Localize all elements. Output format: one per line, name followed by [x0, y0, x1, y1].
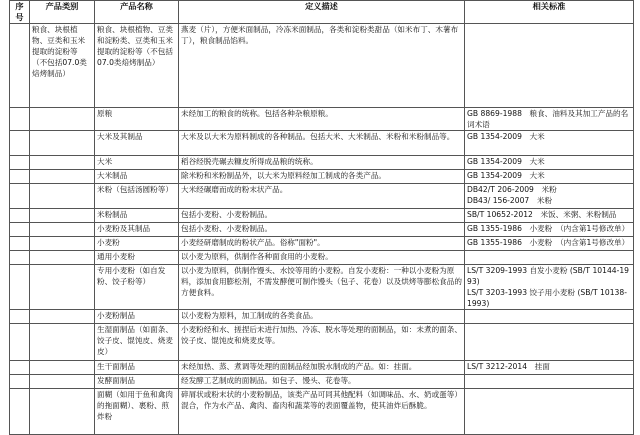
header-definition: 定义描述	[179, 1, 465, 24]
header-no: 序号	[10, 1, 30, 24]
row-product-name: 专用小麦粉（如自发粉、饺子粉等）	[95, 265, 179, 310]
row-definition: 小麦粉经和水、搓捏后未进行加热、冷冻、脱水等处理的面制品，如：未煮的面条、饺子皮、馄饨皮和烧麦皮等。	[179, 324, 465, 361]
row-product-name: 通用小麦粉	[95, 251, 179, 265]
row-category	[30, 108, 95, 131]
row-product-name: 大米	[95, 156, 179, 170]
row-product-name: 小麦粉制品	[95, 310, 179, 324]
row-number	[10, 131, 30, 156]
row-standard	[465, 389, 634, 435]
row-number	[10, 265, 30, 310]
row-definition: 包括小麦粉、小麦粉制品。	[179, 209, 465, 223]
row-definition: 以小麦粉为原料，加工制成的各类食品。	[179, 310, 465, 324]
header-category: 产品类别	[30, 1, 95, 24]
row-definition: 以小麦为原料，供制作各种面食用的小麦粉。	[179, 251, 465, 265]
header-standard: 相关标准	[465, 1, 634, 24]
row-category	[30, 184, 95, 209]
row-standard: GB 1355-1986 小麦粉 （内含第1号修改单）	[465, 223, 634, 237]
row-category	[30, 209, 95, 223]
row-standard: GB 8869-1988 粮食、油料及其加工产品的名词术语	[465, 108, 634, 131]
row-product-name: 米粉制品	[95, 209, 179, 223]
table-row	[10, 265, 634, 310]
row-number	[10, 389, 30, 435]
table-body	[10, 24, 634, 435]
row-product-name: 原粮	[95, 108, 179, 131]
row-standard: LS/T 3209-1993 自发小麦粉 (SB/T 10144-1993) LS/T 3203-1993 饺子用小麦粉 (SB/T 10138-1993)	[465, 265, 634, 310]
row-number	[10, 223, 30, 237]
row-product-name: 米粉（包括汤圆粉等）	[95, 184, 179, 209]
row-number	[10, 361, 30, 375]
row-definition: 未经加工的粮食的统称。包括各种杂粮原粮。	[179, 108, 465, 131]
table-row	[10, 324, 634, 361]
row-standard: GB 1354-2009 大米	[465, 131, 634, 156]
row-standard: GB 1354-2009 大米	[465, 170, 634, 184]
row-category	[30, 375, 95, 389]
row-definition: 未经加热、蒸、煮调等处理的面制品经加脱水制成的产品。如：挂面。	[179, 361, 465, 375]
table-row	[10, 156, 634, 170]
row-number	[10, 24, 30, 108]
row-number	[10, 251, 30, 265]
row-definition: 稻谷经脱壳碾去糠皮所得成品粮的统称。	[179, 156, 465, 170]
table-row	[10, 24, 634, 108]
row-definition: 大米及以大米为原料制成的各种制品。包括大米、大米制品、米粉和米粉制品等。	[179, 131, 465, 156]
row-category	[30, 223, 95, 237]
row-standard	[465, 310, 634, 324]
table-row	[10, 389, 634, 435]
row-number	[10, 237, 30, 251]
row-standard: GB 1354-2009 大米	[465, 156, 634, 170]
table-row	[10, 251, 634, 265]
row-product-name: 发酵面制品	[95, 375, 179, 389]
row-number	[10, 156, 30, 170]
row-category	[30, 251, 95, 265]
table-row	[10, 223, 634, 237]
table-row	[10, 131, 634, 156]
row-standard: LS/T 3212-2014 挂面	[465, 361, 634, 375]
row-standard: GB 1355-1986 小麦粉 （内含第1号修改单）	[465, 237, 634, 251]
table-row	[10, 361, 634, 375]
row-definition: 包括小麦粉、小麦粉制品。	[179, 223, 465, 237]
table-row	[10, 184, 634, 209]
row-number	[10, 375, 30, 389]
row-standard: DB42/T 206-2009 米粉 DB43/ 156-2007 米粉	[465, 184, 634, 209]
row-number	[10, 324, 30, 361]
row-standard	[465, 251, 634, 265]
row-category	[30, 389, 95, 435]
row-category	[30, 265, 95, 310]
row-definition: 除米粉和米粉制品外，以大米为原料经加工制成的各类产品。	[179, 170, 465, 184]
row-number	[10, 310, 30, 324]
row-product-name: 大米及其制品	[95, 131, 179, 156]
row-product-name: 生湿面制品（如面条、饺子皮、馄饨皮、烧麦皮）	[95, 324, 179, 361]
row-definition: 小麦经研磨制成的粉状产品。俗称"面粉"。	[179, 237, 465, 251]
row-product-name: 粮食、块根植物、豆类和淀粉类、豆类和玉米提取的淀粉等（不包括07.0类焙烤制品）	[95, 24, 179, 108]
standards-table	[9, 0, 634, 435]
row-product-name: 小麦粉及其制品	[95, 223, 179, 237]
row-category	[30, 310, 95, 324]
row-number	[10, 184, 30, 209]
row-definition: 燕麦（片），方便米面制品，冷冻米面制品，各类和淀粉类甜品（如米布丁、木薯布丁），粮食制品馅料。	[179, 24, 465, 108]
row-product-name: 生干面制品	[95, 361, 179, 375]
table-row	[10, 237, 634, 251]
row-category	[30, 237, 95, 251]
row-standard	[465, 24, 634, 108]
row-category	[30, 361, 95, 375]
row-category	[30, 131, 95, 156]
table-row	[10, 310, 634, 324]
table-row	[10, 170, 634, 184]
row-standard	[465, 324, 634, 361]
header-name: 产品名称	[95, 1, 179, 24]
row-number	[10, 108, 30, 131]
table-row	[10, 375, 634, 389]
table-row	[10, 209, 634, 223]
row-category	[30, 324, 95, 361]
table-row	[10, 108, 634, 131]
row-definition: 碎屑状或粉末状的小麦粉制品，该类产品可同其他配料（如调味品、水、奶或蛋等）混合，作为水产品、禽肉、畜肉和蔬菜等的表面覆盖物，使其油炸后酥脆。	[179, 389, 465, 435]
row-definition: 经发酵工艺制成的面制品。如包子、馒头、花卷等。	[179, 375, 465, 389]
row-number	[10, 209, 30, 223]
header-row	[10, 1, 634, 24]
row-category	[30, 156, 95, 170]
row-definition: 以小麦为原料，供制作馒头、水饺等用的小麦粉。自发小麦粉：一种以小麦粉为原料，添加食用膨松剂，不需发酵便可制作馒头（包子、花卷）以及烘烤等膨松食品的方便食料。	[179, 265, 465, 310]
row-number	[10, 170, 30, 184]
row-standard: SB/T 10652-2012 米饭、米粥、米粉制品	[465, 209, 634, 223]
row-product-name: 小麦粉	[95, 237, 179, 251]
row-product-name: 大米制品	[95, 170, 179, 184]
row-standard	[465, 375, 634, 389]
row-category: 粮食、块根植物、豆类和玉米提取的淀粉等（不包括07.0类焙烤制品）	[30, 24, 95, 108]
row-definition: 大米经碾磨而成的粉末状产品。	[179, 184, 465, 209]
row-product-name: 面糊（如用于鱼和禽肉的拖面糊）、裹粉、煎炸粉	[95, 389, 179, 435]
row-category	[30, 170, 95, 184]
